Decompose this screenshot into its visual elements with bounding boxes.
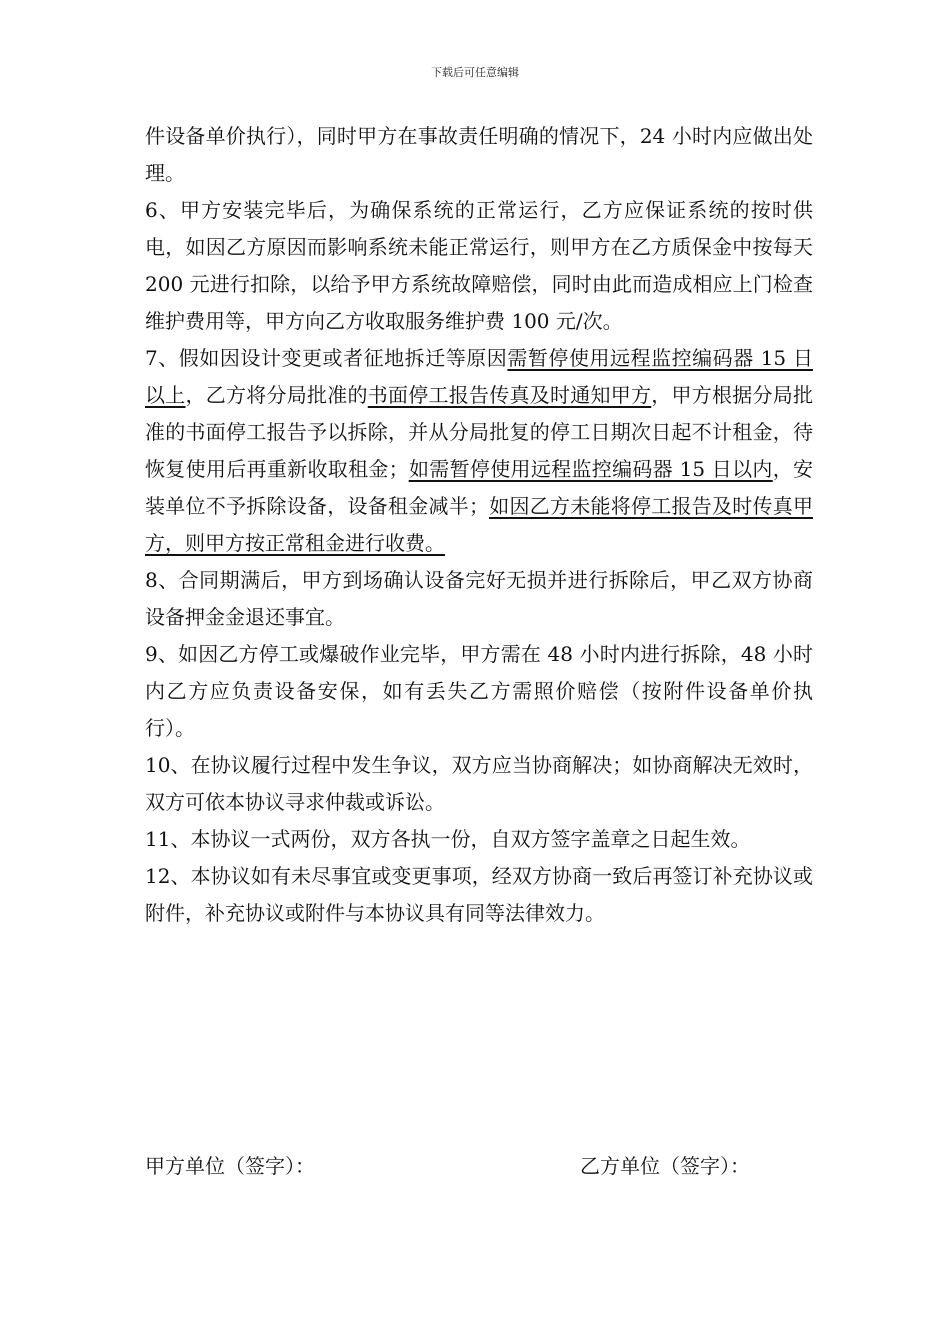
clause-6: 6、甲方安装完毕后，为确保系统的正常运行，乙方应保证系统的按时供电，如因乙方原因而影响系统未能正常运行，则甲方在乙方质保金中按每天 200 元进行扣除，以给予甲方系统故障赔偿，同时由此而造成相应上门检查维护费用等，甲方向乙方收取服务维护费 100 元/次。 xyxy=(145,198,813,333)
clause-7-underlined-2: 书面停工报告传真及时通知甲方 xyxy=(367,383,652,407)
clause-9: 9、如因乙方停工或爆破作业完毕，甲方需在 48 小时内进行拆除，48 小时内乙方应负责设备安保，如有丢失乙方需照价赔偿（按附件设备单价执行）。 xyxy=(145,642,813,740)
clause-7-text-3: ，甲方根据分局批准的书面停工报告予以拆除，并从分局批复的停工日期次日起不计租金，待恢复使用后再重新收取租金； xyxy=(145,383,813,481)
clause-12: 12、本协议如有未尽事宜或变更事项，经双方协商一致后再签订补充协议或附件，补充协议或附件与本协议具有同等法律效力。 xyxy=(145,864,813,925)
clause-7-text-4: ，安装单位不予拆除设备，设备租金减半； xyxy=(145,457,813,518)
clause-8: 8、合同期满后，甲方到场确认设备完好无损并进行拆除后，甲乙双方协商设备押金金退还事宜。 xyxy=(145,568,813,629)
contract-body xyxy=(145,118,813,932)
header-note: 下载后可任意编辑 xyxy=(431,66,519,79)
clause-7-text-1: 7、假如因设计变更或者征地拆迁等原因 xyxy=(145,346,508,370)
clause-7-text-2: ，乙方将分局批准的 xyxy=(185,383,368,407)
party-b-signature-label: 乙方单位（签字）： xyxy=(580,1154,750,1178)
clause-5-continuation: 件设备单价执行），同时甲方在事故责任明确的情况下，24 小时内应做出处理。 xyxy=(145,124,813,185)
clause-11: 11、本协议一式两份，双方各执一份，自双方签字盖章之日起生效。 xyxy=(145,827,751,851)
clause-7-underlined-3: 如需暂停使用远程监控编码器 15 日以内 xyxy=(408,457,773,481)
clause-7-underlined-1: 需暂停使用远程监控编码器 15 日以上 xyxy=(145,346,813,407)
clause-7-underlined-4: 如因乙方未能将停工报告及时传真甲方，则甲方按正常租金进行收费。 xyxy=(145,494,813,555)
clause-7 xyxy=(145,340,813,562)
party-a-signature-label: 甲方单位（签字）： xyxy=(145,1154,315,1178)
clause-10: 10、在协议履行过程中发生争议，双方应当协商解决；如协商解决无效时，双方可依本协议寻求仲裁或诉讼。 xyxy=(145,753,813,814)
